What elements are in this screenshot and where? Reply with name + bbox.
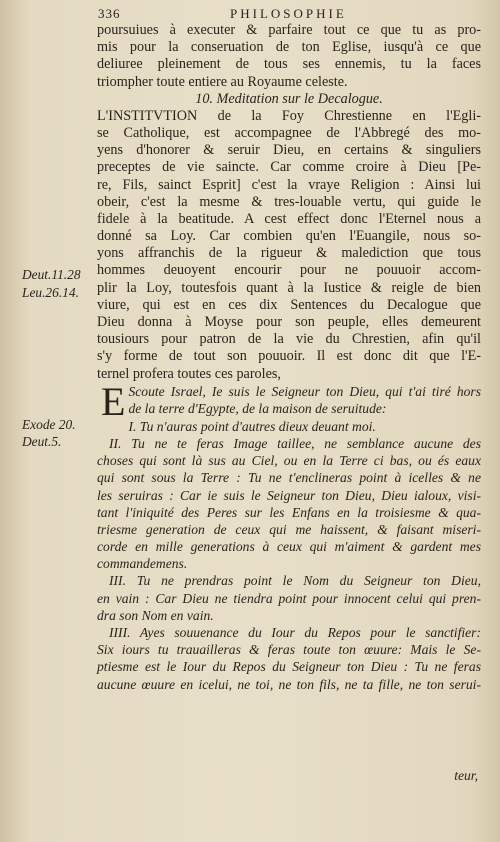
scripture-line: III. Tu ne prendras point le Nom du Seigneur ton Dieu,: [109, 573, 481, 589]
text-line: poursuiues à executer & parfaire tout ce que tu as pro-: [97, 22, 481, 38]
text-line: s'y forme de tout son pouuoir. Il est donc dit que l'E-: [97, 348, 481, 365]
scripture-line: Scoute Israel, Ie suis le Seigneur ton Dieu, qui t'ai tiré hors: [128, 383, 481, 399]
scripture-line: ptiesme est le Iour du Repos du Seigneur ton Dieu : Tu ne feras: [97, 659, 481, 675]
drop-cap: E: [101, 378, 126, 424]
scripture-line: choses qui sont là sus au Ciel, ou en la Terre ci bas, ou és eaux: [97, 453, 481, 469]
text-line: L'INSTITVTION de la Foy Chrestienne en l'Egli-: [97, 107, 481, 124]
catchword: teur,: [454, 768, 478, 783]
text-line: Dieu donna à Moyse pour son peuple, elles demeurent: [97, 314, 481, 330]
text-line: plir la Loy, toutesfois quant à la Iustice & reigle de bien: [97, 279, 481, 296]
running-title: PHILOSOPHIE: [230, 6, 347, 21]
text-line: triompher toute entiere au Royaume celeste.: [97, 73, 348, 90]
text-line: yons affranchis de la rigueur & malediction que tous: [97, 245, 481, 262]
text-line: tousiours pour patron de la vie du Chrestien, afin qu'il: [97, 331, 481, 348]
page-number: 336: [98, 6, 121, 21]
scripture-line: II. Tu ne te feras Image taillee, ne semblance aucune des: [109, 435, 481, 451]
margin-note-leu-26: Leu.26.14.: [22, 285, 79, 300]
scripture-line: en vain : Car Dieu ne tiendra point pour innocent celui qui pren-: [97, 590, 481, 606]
margin-note-deut-11: Deut.11.28: [22, 267, 81, 282]
scripture-line: commandemens.: [97, 556, 188, 572]
scripture-line: Six iours tu trauailleras & feras toute ton œuure: Mais le Se-: [97, 642, 481, 658]
scripture-line: triesme generation de ceux qui me haissent, & faisant miseri-: [97, 521, 481, 537]
text-line: hommes deuoyent encourir pour ne pouuoir accom-: [97, 262, 481, 279]
scripture-line: qui sont sous la Terre : Tu ne t'enclineras point à icelles & ne: [97, 470, 481, 486]
text-line: donné sa Loy. Car combien qu'en l'Euangile, nous so-: [97, 228, 481, 245]
text-line: viure, qui est en ces dix Sentences du Decalogue que: [97, 296, 481, 313]
text-line: se Catholique, est accompagnee de l'Abbregé des mo-: [97, 124, 481, 141]
text-line: obeir, c'est la mesme & tres-louable vertu, qui guide le: [97, 193, 481, 210]
text-line: re, Fils, sainct Esprit] c'est la vraye Religion : Ainsi lui: [97, 176, 481, 193]
text-line: deliuree pleinement de tous ses ennemis, tu la faces: [97, 56, 481, 73]
text-line: ternel profera toutes ces paroles,: [97, 365, 281, 382]
text-line: fidele à la beatitude. A cest effect donc l'Eternel nous a: [97, 210, 481, 227]
scripture-line: I. Tu n'auras point d'autres dieux deuant moi.: [128, 418, 376, 434]
text-line: preceptes de vie saincte. Car comme croire à Dieu [Pe-: [97, 159, 481, 176]
scripture-line: IIII. Ayes souuenance du Iour du Repos pour le sanctifier:: [109, 625, 481, 640]
scripture-line: de la terre d'Egypte, de la maison de seruitude:: [128, 400, 387, 416]
section-heading: 10. Meditation sur le Decalogue.: [195, 90, 383, 107]
text-line: mis pour la conseruation de ton Eglise, iusqu'à ce que: [97, 39, 481, 56]
margin-note-deut-5: Deut.5.: [22, 434, 62, 449]
text-line: yens d'honorer & seruir Dieu, en certains & singuliers: [97, 142, 481, 159]
scripture-line: dra son Nom en vain.: [97, 607, 214, 623]
text-block: [97, 22, 481, 693]
scripture-line: tant l'iniquité des Peres sur les Enfans en la troisiesme & qua-: [97, 504, 481, 520]
margin-note-exode-20: Exode 20.: [22, 417, 76, 432]
scripture-line: corde en mille generations à ceux qui m'aiment & gardent mes: [97, 539, 481, 555]
scripture-opening: [97, 378, 481, 424]
scripture-line: les seruiras : Car ie suis le Seigneur ton Dieu, Dieu ialoux, visi-: [97, 487, 481, 503]
scripture-line: aucune œuure en icelui, ne toi, ne ton fils, ne ta fille, ne ton serui-: [97, 676, 481, 692]
